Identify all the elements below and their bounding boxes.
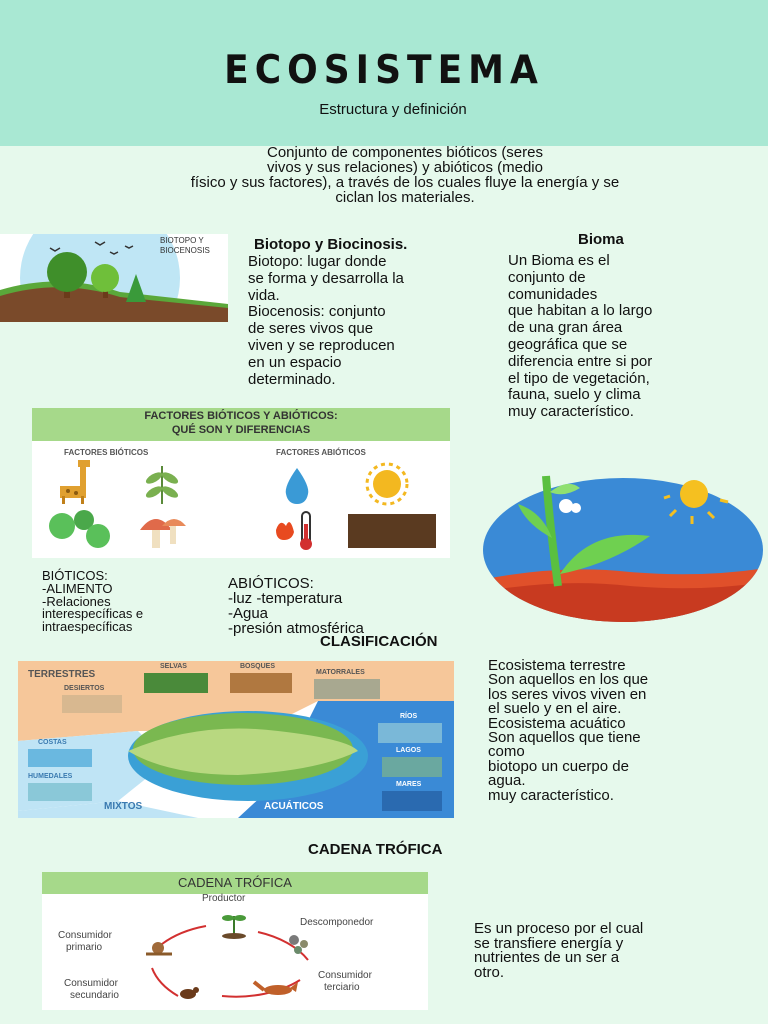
text-line: determinado. (248, 370, 336, 388)
intro-paragraph (60, 145, 750, 205)
text-line: nutrientes de un ser a (474, 949, 620, 967)
label-acuaticos: ACUÁTICOS (264, 801, 324, 812)
leaf-icon (144, 466, 180, 504)
label-desiertos: DESIERTOS (64, 685, 105, 692)
snail-icon (146, 942, 172, 954)
label-consumidor-primario: primario (66, 942, 103, 953)
text-line: agua. (488, 772, 526, 790)
label-bosques: BOSQUES (240, 663, 276, 670)
text-line: el suelo y en el aire. (488, 700, 622, 718)
label-consumidor-terciario: terciario (324, 982, 360, 993)
list-item: -luz -temperatura (228, 590, 343, 607)
label-productor: Productor (202, 893, 246, 904)
giraffe-icon (60, 460, 90, 504)
label-selvas: SELVAS (160, 663, 187, 670)
biotopo-image (0, 234, 228, 322)
list-item: interespecíficas e (42, 606, 144, 622)
clasificacion-text (488, 659, 748, 803)
biotopo-heading: Biotopo y Biocinosis. (254, 236, 408, 253)
list-item: intraespecíficas (42, 619, 133, 635)
text-line: se transfiere energía y (474, 934, 624, 952)
text-line: geográfica que se (508, 335, 628, 353)
factores-title: QUÉ SON Y DIFERENCIAS (171, 424, 311, 436)
text-line: que habitan a lo largo (508, 302, 653, 320)
biotopo-image-label: BIOCENOSIS (160, 246, 210, 255)
label-descomponedor: Descomponedor (300, 917, 374, 928)
label-lagos: LAGOS (396, 747, 421, 754)
text-line: Es un proceso por el cual (474, 920, 644, 937)
clasificacion-image (18, 661, 454, 818)
page-title: ECOSISTEMA (224, 47, 544, 94)
bioticos-list (42, 570, 143, 634)
text-line: Ecosistema terrestre (488, 657, 626, 674)
list-item: -presión atmosférica (228, 620, 364, 637)
text-line: Ecosistema acuático (488, 714, 626, 732)
list-item: ABIÓTICOS: (228, 575, 314, 592)
text-line: otro. (474, 963, 505, 981)
soil-icon (348, 514, 436, 548)
text-line: de una gran área (508, 319, 623, 337)
bioma-heading: Bioma (578, 231, 624, 248)
col-label-abioticos: FACTORES ABIÓTICOS (276, 448, 366, 457)
text-line: Son aquellos que tiene (488, 729, 641, 747)
text-line: Un Bioma es el (508, 252, 610, 269)
abioticos-list (228, 576, 364, 636)
label-costas: COSTAS (38, 739, 67, 746)
text-line: de seres vivos que (248, 320, 374, 338)
text-line: biotopo un cuerpo de (488, 757, 629, 775)
list-item: -Relaciones (42, 593, 111, 609)
list-item: -Agua (228, 605, 269, 622)
text-line: conjunto de (508, 268, 586, 286)
list-item: BIÓTICOS: (42, 568, 108, 583)
list-item: -ALIMENTO (42, 580, 113, 596)
col-label-bioticos: FACTORES BIÓTICOS (64, 448, 149, 457)
text-line: Biotopo: lugar donde (248, 253, 387, 270)
text-line: muy característico. (488, 786, 614, 804)
label-consumidor-primario: Consumidor (58, 930, 112, 941)
bird-icon (180, 987, 199, 999)
cadena-image-title: CADENA TRÓFICA (178, 875, 292, 890)
text-line: los seres vivos viven en (488, 685, 647, 703)
water-drop-icon (286, 468, 309, 504)
intro-line: Conjunto de componentes bióticos (seres (267, 144, 543, 161)
bioma-text (508, 253, 748, 421)
cadena-image (42, 872, 428, 1010)
label-terrestres: TERRESTRES (28, 669, 96, 680)
label-rios: RÍOS (400, 713, 418, 720)
text-line: viven y se reproducen (248, 336, 395, 354)
text-line: comunidades (508, 285, 598, 303)
text-line: se forma y desarrolla la (248, 269, 404, 287)
text-line: vida. (248, 286, 280, 304)
label-consumidor-secundario: Consumidor (64, 978, 118, 989)
sun-icon (367, 464, 407, 504)
text-line: fauna, suelo y clima (508, 386, 641, 404)
text-line: muy característico. (508, 403, 634, 421)
label-mixtos: MIXTOS (104, 801, 143, 812)
intro-line: vivos y sus relaciones) y abióticos (medio (267, 159, 543, 176)
factores-image (32, 408, 450, 558)
text-line: diferencia entre si por (508, 352, 653, 370)
clasificacion-heading: CLASIFICACIÓN (320, 633, 438, 650)
label-consumidor-secundario: secundario (70, 990, 119, 1001)
biotopo-image-label: BIOTOPO Y (160, 236, 204, 245)
intro-line: físico y sus factores), a través de los cuales fluye la energía y se (190, 174, 620, 191)
bioma-image (480, 468, 766, 624)
factores-title: FACTORES BIÓTICOS Y ABIÓTICOS: (144, 410, 338, 422)
text-line: en un espacio (248, 353, 342, 371)
plant-icon (222, 915, 246, 939)
label-mares: MARES (396, 781, 422, 788)
biotopo-text (248, 254, 488, 388)
mushroom-icon (140, 519, 186, 548)
thermometer-icon (276, 512, 312, 550)
intro-line: ciclan los materiales. (335, 189, 475, 206)
label-consumidor-terciario: Consumidor (318, 970, 372, 981)
label-humedales: HUMEDALES (28, 773, 73, 780)
text-line: el tipo de vegetación, (508, 369, 650, 387)
label-matorrales: MATORRALES (316, 669, 365, 676)
text-line: Biocenosis: conjunto (248, 303, 386, 321)
page-subtitle: Estructura y definición (319, 101, 467, 118)
cadena-text (474, 922, 643, 980)
decomposer-icon (289, 935, 308, 954)
text-line: Son aquellos en los que (488, 671, 649, 689)
bacteria-icon (49, 510, 110, 548)
cadena-heading: CADENA TRÓFICA (308, 841, 443, 858)
text-line: como (488, 743, 525, 761)
